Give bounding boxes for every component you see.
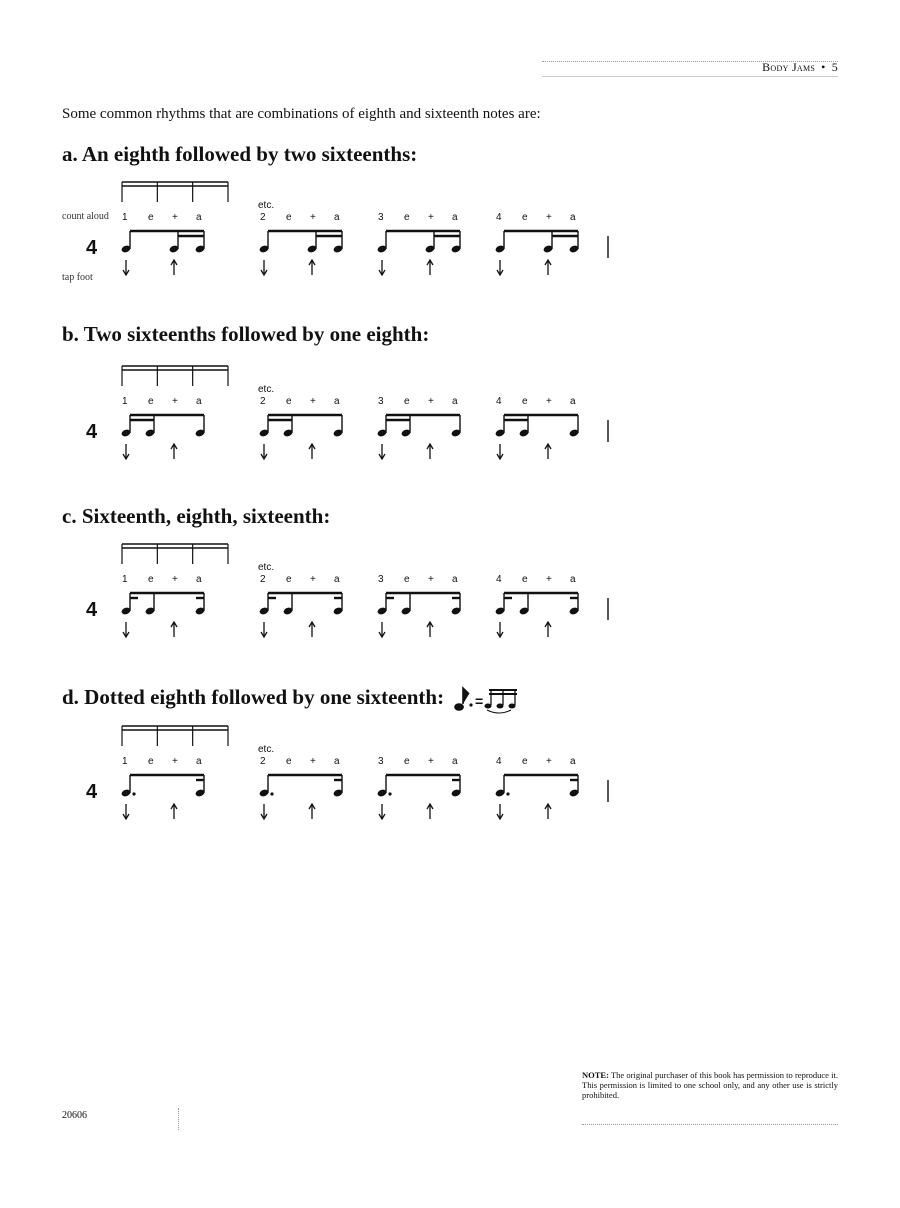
count-syllable: a bbox=[196, 212, 202, 223]
count-syllable: e bbox=[522, 396, 528, 407]
count-syllable: + bbox=[172, 574, 178, 585]
count-syllable: e bbox=[286, 756, 292, 767]
count-syllable: e bbox=[404, 396, 410, 407]
time-signature: 4 bbox=[86, 781, 98, 803]
count-syllable: a bbox=[452, 212, 458, 223]
count-syllable: e bbox=[148, 756, 154, 767]
count-syllable: + bbox=[310, 574, 316, 585]
count-syllable: + bbox=[546, 212, 552, 223]
footer-dotted-mark bbox=[178, 1108, 179, 1130]
section-a-title: a. An eighth followed by two sixteenths: bbox=[62, 142, 418, 166]
section-b-title: b. Two sixteenths followed by one eighth: bbox=[62, 322, 430, 346]
count-syllable: e bbox=[148, 574, 154, 585]
svg-text:=: = bbox=[475, 693, 484, 709]
count-syllable: e bbox=[522, 756, 528, 767]
count-syllable: a bbox=[196, 574, 202, 585]
etc-label: etc. bbox=[258, 562, 275, 573]
note-label: NOTE: bbox=[582, 1070, 609, 1080]
count-syllable: + bbox=[172, 212, 178, 223]
section-c-title: c. Sixteenth, eighth, sixteenth: bbox=[62, 504, 331, 528]
count-syllable: e bbox=[286, 212, 292, 223]
count-syllable: + bbox=[310, 756, 316, 767]
count-syllable: a bbox=[334, 396, 340, 407]
count-syllable: a bbox=[570, 756, 576, 767]
count-beat-number: 2 bbox=[260, 756, 266, 767]
count-syllable: a bbox=[334, 574, 340, 585]
count-beat-number: 3 bbox=[378, 396, 384, 407]
count-syllable: + bbox=[428, 574, 434, 585]
catalog-code: 20606 bbox=[62, 1110, 87, 1121]
count-beat-number: 4 bbox=[496, 756, 502, 767]
count-aloud-label: count aloud bbox=[62, 211, 109, 222]
count-syllable: a bbox=[452, 396, 458, 407]
note-dotted-rule bbox=[582, 1124, 838, 1125]
section-d-title-text: d. Dotted eighth followed by one sixteenth: bbox=[62, 684, 445, 709]
count-syllable: e bbox=[286, 396, 292, 407]
count-syllable: a bbox=[452, 574, 458, 585]
running-header bbox=[762, 60, 838, 75]
rhythm-staff-d bbox=[60, 720, 620, 830]
count-syllable: e bbox=[404, 756, 410, 767]
count-syllable: + bbox=[428, 212, 434, 223]
count-syllable: e bbox=[286, 574, 292, 585]
page-number: 5 bbox=[831, 60, 838, 74]
count-syllable: + bbox=[428, 396, 434, 407]
count-beat-number: 1 bbox=[122, 396, 128, 407]
count-syllable: a bbox=[334, 756, 340, 767]
count-beat-number: 3 bbox=[378, 574, 384, 585]
etc-label: etc. bbox=[258, 200, 275, 211]
tap-foot-label: tap foot bbox=[62, 272, 93, 283]
intro-text: Some common rhythms that are combinations of eighth and sixteenth notes are: bbox=[62, 106, 541, 122]
count-syllable: a bbox=[196, 396, 202, 407]
etc-label: etc. bbox=[258, 744, 275, 755]
dotted-rhythm-equivalence-icon bbox=[453, 684, 527, 714]
time-signature: 4 bbox=[86, 599, 98, 621]
bullet-separator: • bbox=[821, 60, 826, 74]
count-beat-number: 4 bbox=[496, 574, 502, 585]
count-beat-number: 2 bbox=[260, 574, 266, 585]
etc-label: etc. bbox=[258, 384, 275, 395]
count-syllable: a bbox=[196, 756, 202, 767]
count-beat-number: 1 bbox=[122, 574, 128, 585]
augmentation-dot bbox=[388, 792, 391, 795]
count-syllable: a bbox=[570, 396, 576, 407]
count-syllable: + bbox=[172, 756, 178, 767]
count-syllable: e bbox=[148, 396, 154, 407]
count-beat-number: 1 bbox=[122, 212, 128, 223]
count-syllable: + bbox=[310, 212, 316, 223]
count-beat-number: 3 bbox=[378, 212, 384, 223]
rhythm-staff-b bbox=[60, 360, 620, 470]
count-syllable: + bbox=[172, 396, 178, 407]
count-syllable: + bbox=[428, 756, 434, 767]
count-beat-number: 4 bbox=[496, 212, 502, 223]
note-text: The original purchaser of this book has permission to reproduce it. This permission is limited to one school only, and any other use is strictly prohibited. bbox=[582, 1070, 838, 1100]
count-syllable: + bbox=[546, 756, 552, 767]
augmentation-dot bbox=[270, 792, 273, 795]
header-rule bbox=[542, 76, 838, 77]
augmentation-dot bbox=[506, 792, 509, 795]
count-beat-number: 2 bbox=[260, 396, 266, 407]
augmentation-dot bbox=[132, 792, 135, 795]
time-signature: 4 bbox=[86, 421, 98, 443]
permission-note bbox=[582, 1070, 838, 1100]
book-title: Body Jams bbox=[762, 60, 816, 74]
count-syllable: a bbox=[570, 574, 576, 585]
section-d-title bbox=[62, 684, 527, 714]
rhythm-staff-c bbox=[60, 538, 620, 648]
count-syllable: + bbox=[546, 396, 552, 407]
count-syllable: a bbox=[334, 212, 340, 223]
count-beat-number: 3 bbox=[378, 756, 384, 767]
count-syllable: e bbox=[404, 212, 410, 223]
count-syllable: e bbox=[522, 212, 528, 223]
count-syllable: + bbox=[310, 396, 316, 407]
time-signature: 4 bbox=[86, 237, 98, 259]
count-syllable: e bbox=[522, 574, 528, 585]
count-beat-number: 1 bbox=[122, 756, 128, 767]
count-syllable: e bbox=[148, 212, 154, 223]
count-syllable: + bbox=[546, 574, 552, 585]
count-syllable: e bbox=[404, 574, 410, 585]
rhythm-staff-a bbox=[60, 176, 620, 286]
count-syllable: a bbox=[452, 756, 458, 767]
count-syllable: a bbox=[570, 212, 576, 223]
count-beat-number: 2 bbox=[260, 212, 266, 223]
count-beat-number: 4 bbox=[496, 396, 502, 407]
